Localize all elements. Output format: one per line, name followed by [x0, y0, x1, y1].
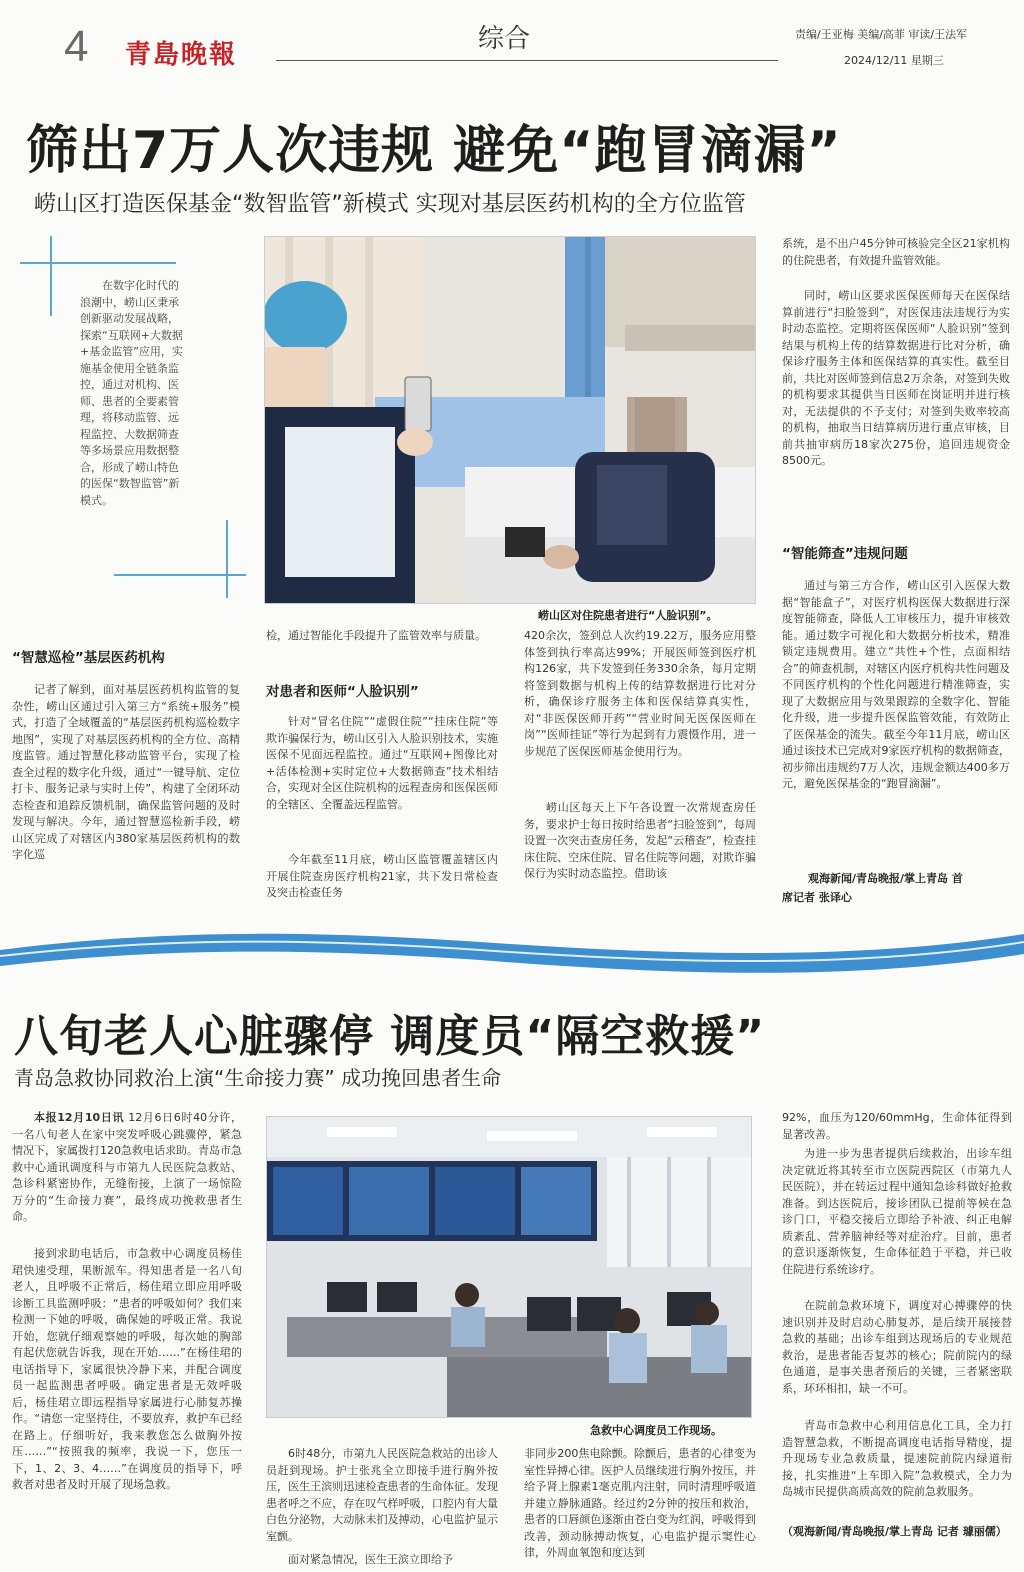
- section-title: 综合: [478, 24, 531, 54]
- article2-headline: 八旬老人心脏骤停 调度员“隔空救援”: [14, 1011, 766, 1062]
- header-rule: [276, 60, 778, 61]
- article1-subheadline: 崂山区打造医保基金“数智监管”新模式 实现对基层医药机构的全方位监管: [34, 192, 746, 217]
- article2-subheadline: 青岛急救协同救治上演“生命接力赛” 成功挽回患者生命: [14, 1066, 502, 1090]
- article1-section3-title: “智能筛查”违规问题: [782, 546, 908, 562]
- article2-col2-text-a: 6时48分，市第九人民医院急救站的出诊人员赶到现场。护士张兆全立即接手进行胸外按压，医生王滨则迅速检查患者的生命体征。发现患者呼之不应，存在叹气样呼吸，口腔内有大量白色分泌物，大动脉未扪及搏动，心电监护显示室颤。: [266, 1447, 498, 1543]
- article1-headline: 筛出7万人次违规 避免“跑冒滴漏”: [26, 121, 842, 181]
- article1-section1-title: “智慧巡检”基层医药机构: [12, 650, 165, 666]
- newspaper-logo: 青島晚報: [125, 40, 238, 70]
- article1-byline-a: 观海新闻/青岛晚报/掌上青岛 首: [808, 872, 963, 885]
- article1-section2-text-b: 今年截至11月底，崂山区监管覆盖辖区内开展住院查房医疗机构21家，共下发日常检查及突击检查任务: [266, 853, 498, 899]
- photo-dispatch-center: [266, 1116, 752, 1418]
- article2-photo-caption: 急救中心调度员工作现场。: [590, 1424, 722, 1437]
- article2-lead-label: 本报12月10日讯: [34, 1111, 125, 1124]
- article1-intro: 在数字化时代的浪潮中，崂山区秉承创新驱动发展战略，探索“互联网+大数据+基金监管”应用，实施基金使用全链条监控，通过对机构、医师、患者的全要素管理，将移动监管、远程监控、大数据筛查等多场景应用数据整合，形成了崂山特色的医保“数智监管”新模式。: [80, 279, 183, 507]
- intro-rule-top: [20, 262, 176, 264]
- article2-col4-text-c: 在院前急救环境下，调度对心搏骤停的快速识别并及时启动心肺复苏，是后续开展接替急救的基础；出诊车组到达现场后的专业规范救治，是患者能否复苏的核心；院前院内的绿色通道，是事关患者预后的关键，三者紧密联系，环环相扣，缺一不可。: [782, 1299, 1012, 1395]
- intro-rule-right: [226, 520, 228, 598]
- article2-col4-text-a: 92%，血压为120/60mmHg，生命体征得到显著改善。: [782, 1111, 1012, 1141]
- photo-face-recognition: [264, 236, 756, 604]
- article2-col1-text-a-body: 12月6日6时40分许，一名八旬老人在家中突发呼吸心跳骤停，紧急情况下，家属拨打120急救电话求助。青岛市急救中心通讯调度科与市第九人民医院急救站、急诊科紧密协作，无缝衔接，上演了一场惊险万分的“生命接力赛”，最终成功挽救患者生命。: [12, 1111, 242, 1223]
- article1-byline-b: 席记者 张译心: [782, 891, 852, 904]
- editor-credits: 责编/王亚梅 美编/高菲 审读/王法军: [795, 28, 968, 41]
- article2-col4-text-b: 为进一步为患者提供后续救治，出诊车组决定就近将其转至市立医院西院区（市第九人民医院），并在转运过程中通知急诊科做好抢救准备。到达医院后，接诊团队已提前等候在急诊门口，平稳交接后立即给予补液、纠正电解质紊乱、营养脑神经等对症治疗。目前，患者的意识逐渐恢复，生命体征趋于平稳，并已收住院进行系统诊疗。: [782, 1147, 1012, 1276]
- article2-col2-text-b: 面对紧急情况，医生王滨立即给予: [288, 1553, 453, 1566]
- article1-section3-text: 通过与第三方合作，崂山区引入医保大数据“智能盒子”，对医疗机构医保大数据进行深度智能筛查，降低人工审核压力，提升审核效能。通过数字可视化和大数据分析技术，精准锁定违规费用。建立“共性+个性，点面相结合”的筛查机制，对辖区内医疗机构共性问题及不同医疗机构的个性化问题进行精准筛查，实现了大数据应用与效果跟踪的全数字化、智能化升级，进一步提升医保监管效能，有效防止了医保基金的流失。截至今年11月底，崂山区通过该技术已完成对9家医疗机构的数据筛查，初步筛出违规约7万人次，违规金额达400多万元，避免医保基金的“跑冒滴漏”。: [782, 579, 1010, 790]
- article2-col1-text-b: 接到求助电话后，市急救中心调度员杨佳珺快速受理，果断派车。得知患者是一名八旬老人，且呼吸不正常后，杨佳珺立即应用呼吸诊断工具监测呼吸：“患者的呼吸如何？我们来检测一下她的呼吸，确保她的呼吸正常。我说开始，您就仔细观察她的呼吸，每次她的胸部有起伏您就告诉我，现在开始……”在杨佳珺的电话指导下，家属很快冷静下来，并配合调度员一起监测患者呼吸。确定患者是无效呼吸后，杨佳珺立即远程指导家属进行心肺复苏操作。“请您一定坚持住，不要放弃，救护车已经在路上。仔细听好，我来教您怎么做胸外按压……”“按照我的频率，我说一下，您压一下，1、2、3、4……”在调度员的指导下，呼救者对患者及时开展了现场急救。: [12, 1247, 242, 1491]
- article1-section2-title: 对患者和医师“人脸识别”: [266, 684, 419, 700]
- wave-divider: [0, 920, 1024, 982]
- article1-col3-text-b: 崂山区每天上下午各设置一次常规查房任务，要求护士每日按时给患者“扫脸签到”，每周设置一次突击查房任务，发起“云稽查”，检查挂床住院、空床住院、冒名住院等问题，对欺诈骗保行为实时动态监控。借助该: [524, 801, 756, 880]
- article1-col3-text-a: 420余次，签到总人次约19.22万，服务应用整体签到执行率高达99%；开展医师签到医疗机构126家，共下发签到任务330余条，每月定期将签到数据与机构上传的结算数据进行比对分析，确保诊疗服务主体和医保结算真实性，对“非医保医师开药”“营业时间无医保医师在岗”“医师挂证”等行为起到有力震慑作用，进一步规范了医保医师基金使用行为。: [524, 629, 756, 758]
- article1-col2-text: 检，通过智能化手段提升了监管效率与质量。: [266, 629, 486, 642]
- article1-section1-text: 记者了解到，面对基层医药机构监管的复杂性，崂山区通过引入第三方“系统+服务”模式，打造了全域覆盖的“基层医药机构巡检数字地图”，实现了对基层医药机构的全方位、高精度监管。通过智慧化移动监管平台，实现了检查全过程的数字化升级，通过“一键导航、定位打卡、服务记录与实时上传”，构建了全闭环动态检查和追踪反馈机制，确保监管问题的及时发现与解决。今年，通过智慧巡检新手段，崂山区完成了对辖区内380家基层医药机构的数字化巡: [12, 683, 240, 861]
- article1-col4-text-a: 系统，是不出户45分钟可核验完全区21家机构的住院患者，有效提升监管效能。: [782, 237, 1010, 267]
- article1-photo-caption: 崂山区对住院患者进行“人脸识别”。: [538, 609, 718, 622]
- page-number: 4: [64, 22, 89, 71]
- intro-rule-left: [50, 236, 52, 316]
- article2-col1-text-a: [12, 1110, 242, 1244]
- article1-section2-text-a: 针对“冒名住院”“虚假住院”“挂床住院”等欺诈骗保行为，崂山区引入人脸识别技术，实施医保不见面远程监控。通过“互联网+图像比对+活体检测+实时定位+大数据筛查”技术相结合，实现对全区住院机构的远程查房和医保医师的全辖区、全覆盖远程监管。: [266, 715, 498, 811]
- article2-byline: （观海新闻/青岛晚报/掌上青岛 记者 璩丽儒）: [782, 1525, 1007, 1538]
- article2-col3-text: 非同步200焦电除颤。除颤后，患者的心律变为室性异搏心律。医护人员继续进行胸外按压，并给予肾上腺素1毫克肌内注射，同时清理呼吸道并建立静脉通路。经过约2分钟的按压和救治，患者的口唇颜色逐渐由苍白变为红润，呼吸得到改善，颈动脉搏动恢复，心电监护提示窦性心律，外周血氧饱和度达到: [524, 1447, 756, 1559]
- publication-date: 2024/12/11 星期三: [844, 54, 944, 67]
- article1-col4-text-b: 同时，崂山区要求医保医师每天在医保结算前进行“扫脸签到”，对医保违法违规行为实时动态监控。定期将医保医师“人脸识别”签到结果与机构上传的结算数据进行比对分析，确保诊疗服务主体和医保结算的真实性。截至目前，共比对医师签到信息2万余条，对签到失败的机构要求其提供当日医师在岗证明并进行核对，无法提供的不予支付；对签到失败率较高的机构，抽取当日结算病历进行重点审核，目前共抽审病历18家次275份，追回违规资金8500元。: [782, 289, 1010, 467]
- article2-col4-text-d: 青岛市急救中心利用信息化工具，全力打造智慧急救，不断提高调度电话指导精度，提升现场专业急救质量，提速院前院内绿道衔接，扎实推进“上车即入院”急救模式，全力为岛城市民提供高质高效的院前急救服务。: [782, 1419, 1012, 1498]
